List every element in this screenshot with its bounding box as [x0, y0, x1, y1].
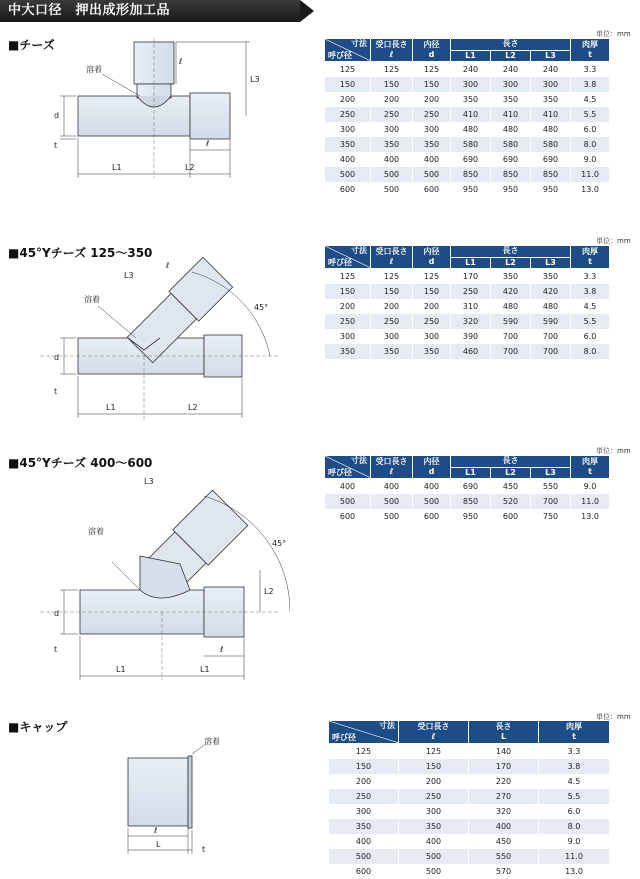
cap-dim-t: t [202, 845, 205, 854]
ytee-large-dim-angle: 45° [272, 539, 286, 548]
table-cell: 590 [531, 314, 571, 329]
table-cell: 6.0 [539, 804, 610, 819]
ytee-large-dim-L1-right: L1 [200, 665, 210, 674]
table-cell: 150 [399, 759, 469, 774]
table-cell: 240 [491, 62, 531, 78]
table-cell: 200 [325, 92, 371, 107]
table-cell: 250 [399, 789, 469, 804]
table-cell: 3.3 [571, 62, 610, 78]
table-cell: 8.0 [571, 344, 610, 359]
table-cell: 700 [531, 344, 571, 359]
table-cell: 350 [491, 92, 531, 107]
table-cell: 125 [399, 744, 469, 760]
table-cell: 4.5 [571, 299, 610, 314]
table-row [329, 789, 610, 804]
table-cell: 350 [451, 92, 491, 107]
table-cell: 125 [413, 269, 451, 285]
table-cell: 150 [325, 77, 371, 92]
table-cell: 600 [413, 509, 451, 524]
table-cell: 125 [325, 269, 371, 285]
table-cell: 3.8 [539, 759, 610, 774]
ytee-small-dim-L3: L3 [124, 271, 134, 280]
table-cell: 240 [531, 62, 571, 78]
cap-dim-l: ℓ [153, 826, 157, 835]
table-cell: 400 [399, 834, 469, 849]
table-cell: 500 [371, 509, 413, 524]
table-cell: 220 [469, 774, 539, 789]
table-cell: 350 [413, 137, 451, 152]
table-cell: 410 [491, 107, 531, 122]
table-cell: 400 [469, 819, 539, 834]
tee-dim-L2: L2 [185, 163, 195, 172]
table-cell: 400 [413, 152, 451, 167]
table-row [325, 122, 610, 137]
table-cell: 950 [531, 182, 571, 197]
tee-header-L2: L2 [491, 50, 531, 62]
tee-drawing [40, 38, 280, 188]
ytee-large-header-nominal: 呼び径 [328, 468, 352, 478]
ytee-large-header-length: 長さ [451, 456, 571, 468]
ytee-small-header-L2: L2 [491, 257, 531, 269]
table-cell: 700 [491, 329, 531, 344]
ytee-small-table-body [325, 269, 610, 360]
table-cell: 350 [329, 819, 399, 834]
table-cell: 200 [371, 299, 413, 314]
table-cell: 410 [531, 107, 571, 122]
tee-header-inner: 内径 d [413, 39, 451, 62]
table-cell: 150 [371, 77, 413, 92]
tee-dim-d: d [54, 111, 59, 120]
table-cell: 5.5 [539, 789, 610, 804]
table-row [329, 804, 610, 819]
ytee-large-dim-d: d [54, 609, 59, 618]
table-cell: 3.8 [571, 284, 610, 299]
table-cell: 9.0 [571, 479, 610, 495]
section-title-cap: ■キャップ [8, 718, 67, 735]
ytee-large-weld-label: 溶着 [88, 526, 104, 536]
table-cell: 200 [399, 774, 469, 789]
ytee-small-spec-table [324, 245, 610, 359]
table-cell: 150 [413, 77, 451, 92]
ytee-small-dim-angle: 45° [254, 303, 268, 312]
tee-unit-label: 単位：mm [596, 29, 631, 39]
table-cell: 13.0 [539, 864, 610, 879]
table-cell: 250 [329, 789, 399, 804]
cap-weld-label: 溶着 [204, 736, 220, 746]
table-cell: 480 [491, 122, 531, 137]
tee-dim-L3: L3 [250, 75, 260, 84]
table-cell: 950 [451, 182, 491, 197]
tee-dim-l-branch: ℓ [178, 57, 182, 66]
table-cell: 3.3 [539, 744, 610, 760]
tee-header-nominal: 呼び径 [328, 51, 352, 61]
cap-drawing [100, 736, 240, 856]
table-cell: 150 [329, 759, 399, 774]
table-cell: 13.0 [571, 509, 610, 524]
cap-header-length: 長さ L [469, 721, 539, 744]
ytee-small-unit-label: 単位：mm [596, 236, 631, 246]
ytee-large-table-body [325, 479, 610, 525]
table-cell: 480 [531, 299, 571, 314]
tee-header-length: 長さ [451, 39, 571, 51]
table-cell: 300 [325, 122, 371, 137]
table-row [325, 344, 610, 359]
table-cell: 580 [451, 137, 491, 152]
table-cell: 550 [469, 849, 539, 864]
table-cell: 5.5 [571, 314, 610, 329]
table-cell: 500 [413, 167, 451, 182]
table-cell: 11.0 [571, 494, 610, 509]
table-cell: 950 [491, 182, 531, 197]
table-cell: 700 [491, 344, 531, 359]
table-cell: 300 [413, 329, 451, 344]
table-cell: 500 [329, 849, 399, 864]
table-cell: 600 [413, 182, 451, 197]
tee-header-corner [325, 39, 371, 62]
table-cell: 300 [329, 804, 399, 819]
cap-dim-L: L [156, 840, 161, 849]
table-cell: 460 [451, 344, 491, 359]
cap-header-thick: 肉厚 t [539, 721, 610, 744]
table-cell: 200 [329, 774, 399, 789]
table-cell: 150 [325, 284, 371, 299]
tee-header-L1: L1 [451, 50, 491, 62]
ytee-small-header-length: 長さ [451, 246, 571, 258]
table-cell: 350 [371, 137, 413, 152]
cap-spec-table [328, 720, 610, 879]
table-cell: 500 [413, 494, 451, 509]
table-cell: 300 [371, 122, 413, 137]
section-title-ytee-large: ■45°Yチーズ 400～600 [8, 454, 152, 471]
table-cell: 3.3 [571, 269, 610, 285]
table-cell: 350 [413, 344, 451, 359]
ytee-small-drawing [40, 250, 290, 430]
table-cell: 350 [491, 269, 531, 285]
table-cell: 690 [531, 152, 571, 167]
table-cell: 300 [413, 122, 451, 137]
table-cell: 300 [371, 329, 413, 344]
table-cell: 250 [371, 107, 413, 122]
table-cell: 9.0 [571, 152, 610, 167]
table-cell: 690 [491, 152, 531, 167]
table-cell: 200 [371, 92, 413, 107]
ytee-large-header-L3: L3 [531, 467, 571, 479]
table-cell: 140 [469, 744, 539, 760]
tee-dim-L1: L1 [112, 163, 122, 172]
table-row [329, 864, 610, 879]
cap-header-nominal: 呼び径 [332, 733, 356, 743]
tee-header-L3: L3 [531, 50, 571, 62]
table-row [325, 92, 610, 107]
ytee-small-header-dim: 寸法 [351, 246, 367, 256]
cap-table-body [329, 744, 610, 879]
table-cell: 350 [325, 344, 371, 359]
table-cell: 125 [371, 269, 413, 285]
ytee-large-header-thick: 肉厚 t [571, 456, 610, 479]
table-cell: 11.0 [571, 167, 610, 182]
table-cell: 300 [531, 77, 571, 92]
ytee-large-header-socket: 受口長さ ℓ [371, 456, 413, 479]
table-cell: 320 [469, 804, 539, 819]
table-cell: 600 [491, 509, 531, 524]
ytee-small-header-inner: 内径 d [413, 246, 451, 269]
table-cell: 480 [451, 122, 491, 137]
table-cell: 270 [469, 789, 539, 804]
table-row [325, 182, 610, 197]
table-cell: 420 [491, 284, 531, 299]
cap-header-dim: 寸法 [379, 721, 395, 731]
table-cell: 350 [531, 269, 571, 285]
table-cell: 450 [491, 479, 531, 495]
ytee-large-dim-L1-left: L1 [116, 665, 126, 674]
table-cell: 250 [325, 107, 371, 122]
table-row [325, 152, 610, 167]
table-cell: 600 [325, 182, 371, 197]
table-cell: 500 [371, 182, 413, 197]
table-cell: 8.0 [571, 137, 610, 152]
table-row [325, 494, 610, 509]
table-cell: 350 [399, 819, 469, 834]
table-cell: 200 [413, 92, 451, 107]
table-cell: 580 [491, 137, 531, 152]
table-cell: 600 [325, 509, 371, 524]
ytee-small-dim-L1: L1 [106, 403, 116, 412]
ytee-small-header-corner [325, 246, 371, 269]
table-cell: 850 [451, 167, 491, 182]
ytee-large-dim-t: t [54, 645, 57, 654]
tee-header-thick: 肉厚 t [571, 39, 610, 62]
table-cell: 690 [451, 479, 491, 495]
table-cell: 570 [469, 864, 539, 879]
table-row [325, 137, 610, 152]
table-cell: 480 [491, 299, 531, 314]
table-cell: 5.5 [571, 107, 610, 122]
table-cell: 170 [469, 759, 539, 774]
table-cell: 480 [531, 122, 571, 137]
table-row [325, 269, 610, 285]
table-cell: 400 [329, 834, 399, 849]
section-title-tees: ■チーズ [8, 36, 55, 53]
tee-header-dim: 寸法 [351, 39, 367, 49]
table-row [325, 167, 610, 182]
table-cell: 4.5 [571, 92, 610, 107]
table-cell: 8.0 [539, 819, 610, 834]
section-title-ytee-small: ■45°Yチーズ 125～350 [8, 244, 152, 261]
table-cell: 350 [531, 92, 571, 107]
table-cell: 250 [451, 284, 491, 299]
table-row [325, 329, 610, 344]
ytee-small-header-L1: L1 [451, 257, 491, 269]
ytee-large-header-dim: 寸法 [351, 456, 367, 466]
ytee-large-header-inner: 内径 d [413, 456, 451, 479]
table-cell: 150 [371, 284, 413, 299]
table-cell: 750 [531, 509, 571, 524]
table-cell: 500 [325, 494, 371, 509]
table-cell: 300 [491, 77, 531, 92]
table-row [325, 284, 610, 299]
ytee-small-header-thick: 肉厚 t [571, 246, 610, 269]
table-cell: 125 [329, 744, 399, 760]
table-cell: 300 [399, 804, 469, 819]
table-cell: 500 [325, 167, 371, 182]
table-cell: 700 [531, 494, 571, 509]
table-cell: 125 [325, 62, 371, 78]
table-cell: 850 [531, 167, 571, 182]
ytee-large-header-corner [325, 456, 371, 479]
tee-header-socket: 受口長さ ℓ [371, 39, 413, 62]
ytee-small-dim-L2: L2 [188, 403, 198, 412]
ytee-large-drawing [40, 470, 290, 685]
cap-unit-label: 単位：mm [596, 712, 631, 722]
ytee-large-spec-table [324, 455, 610, 524]
table-cell: 450 [469, 834, 539, 849]
page-title: 中大口径 押出成形加工品 [0, 0, 300, 22]
table-row [325, 107, 610, 122]
cap-header-socket: 受口長さ ℓ [399, 721, 469, 744]
ytee-large-unit-label: 単位：mm [596, 446, 631, 456]
table-cell: 300 [451, 77, 491, 92]
table-cell: 3.8 [571, 77, 610, 92]
ytee-small-header-nominal: 呼び径 [328, 258, 352, 268]
cap-header-corner [329, 721, 399, 744]
table-cell: 350 [325, 137, 371, 152]
table-cell: 310 [451, 299, 491, 314]
tee-spec-table [324, 38, 610, 197]
table-cell: 300 [325, 329, 371, 344]
table-cell: 390 [451, 329, 491, 344]
table-cell: 250 [413, 107, 451, 122]
table-cell: 6.0 [571, 122, 610, 137]
table-cell: 240 [451, 62, 491, 78]
table-cell: 200 [325, 299, 371, 314]
table-cell: 400 [371, 479, 413, 495]
table-cell: 6.0 [571, 329, 610, 344]
table-cell: 400 [325, 152, 371, 167]
tee-dim-l-socket: ℓ [205, 139, 209, 148]
table-cell: 400 [325, 479, 371, 495]
table-cell: 400 [413, 479, 451, 495]
table-cell: 13.0 [571, 182, 610, 197]
table-cell: 150 [413, 284, 451, 299]
table-row [325, 314, 610, 329]
table-row [325, 62, 610, 78]
table-cell: 500 [399, 849, 469, 864]
table-cell: 200 [413, 299, 451, 314]
table-cell: 850 [491, 167, 531, 182]
table-cell: 500 [371, 494, 413, 509]
table-row [329, 774, 610, 789]
table-cell: 250 [371, 314, 413, 329]
tee-dim-t: t [54, 141, 57, 150]
table-cell: 9.0 [539, 834, 610, 849]
ytee-small-dim-d: d [54, 353, 59, 362]
tee-table-body [325, 62, 610, 198]
table-cell: 600 [329, 864, 399, 879]
ytee-small-header-L3: L3 [531, 257, 571, 269]
table-row [329, 849, 610, 864]
table-cell: 125 [413, 62, 451, 78]
tee-weld-label: 溶着 [86, 64, 102, 74]
table-cell: 250 [413, 314, 451, 329]
table-row [325, 77, 610, 92]
ytee-large-dim-L2: L2 [264, 587, 274, 596]
table-row [329, 744, 610, 760]
ytee-small-dim-l: ℓ [165, 261, 169, 270]
table-cell: 500 [371, 167, 413, 182]
table-cell: 170 [451, 269, 491, 285]
table-cell: 410 [451, 107, 491, 122]
table-cell: 690 [451, 152, 491, 167]
table-cell: 950 [451, 509, 491, 524]
ytee-large-header-L1: L1 [451, 467, 491, 479]
ytee-small-dim-t: t [54, 387, 57, 396]
table-row [325, 479, 610, 495]
table-cell: 580 [531, 137, 571, 152]
table-cell: 420 [531, 284, 571, 299]
ytee-small-weld-label: 溶着 [84, 294, 100, 304]
table-cell: 4.5 [539, 774, 610, 789]
table-cell: 850 [451, 494, 491, 509]
ytee-small-header-socket: 受口長さ ℓ [371, 246, 413, 269]
table-row [329, 834, 610, 849]
table-row [325, 299, 610, 314]
ytee-large-dim-L3: L3 [144, 477, 154, 486]
table-row [329, 759, 610, 774]
table-cell: 590 [491, 314, 531, 329]
table-cell: 700 [531, 329, 571, 344]
table-cell: 11.0 [539, 849, 610, 864]
table-cell: 500 [399, 864, 469, 879]
table-row [329, 819, 610, 834]
table-cell: 250 [325, 314, 371, 329]
table-cell: 320 [451, 314, 491, 329]
ytee-large-header-L2: L2 [491, 467, 531, 479]
table-cell: 350 [371, 344, 413, 359]
table-cell: 400 [371, 152, 413, 167]
table-row [325, 509, 610, 524]
ytee-large-dim-l: ℓ [219, 645, 223, 654]
table-cell: 550 [531, 479, 571, 495]
table-cell: 520 [491, 494, 531, 509]
table-cell: 125 [371, 62, 413, 78]
